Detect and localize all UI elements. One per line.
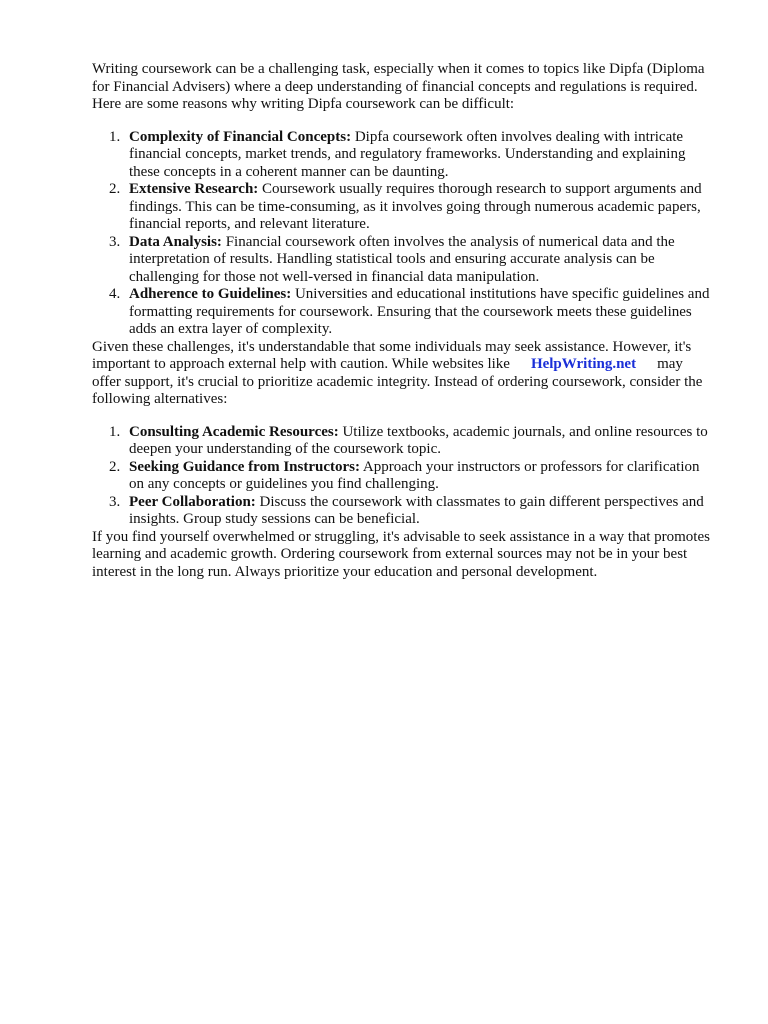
list-item <box>92 181 712 234</box>
list-number: 1. <box>109 128 121 145</box>
list-item-text: Discuss the coursework with classmates to gain different perspectives and insights. Group study sessions can be beneficial. <box>129 493 704 527</box>
list-number: 1. <box>109 423 121 440</box>
list-item-heading: Extensive Research: <box>129 181 259 197</box>
list-number: 4. <box>109 286 121 302</box>
list-item-heading: Seeking Guidance from Instructors: <box>129 458 360 475</box>
list-item-text: Coursework usually requires thorough research to support arguments and findings. This can be time-consuming, as it involves going through numerous academic papers, financial reports, and relevant literature. <box>129 181 702 232</box>
document-page <box>92 61 712 581</box>
list-item <box>92 234 712 287</box>
list-item-text: Dipfa coursework often involves dealing with intricate financial concepts, market trends, and regulatory frameworks. Understanding and explaining these concepts in a coherent manner can be daunting. <box>129 128 686 180</box>
list-number: 2. <box>109 458 121 475</box>
list-item <box>92 494 712 529</box>
intro-paragraph: Writing coursework can be a challenging task, especially when it comes to topics like Dipfa (Diploma for Financial Advisers) where a deep understanding of financial concepts and regulations is required. Here are some reasons why writing Dipfa coursework can be difficult: <box>92 61 705 112</box>
conclusion-paragraph: If you find yourself overwhelmed or struggling, it's advisable to seek assistance in a way that promotes learning and academic growth. Ordering coursework from external sources may not be in your best interest in the long run. Always prioritize your education and personal development. <box>92 528 710 580</box>
middle-text-after: may offer support, it's crucial to prioritize academic integrity. Instead of ordering coursework, consider the following alternatives: <box>92 356 703 407</box>
list-number: 3. <box>109 493 121 510</box>
reasons-list <box>92 129 712 339</box>
list-item-heading: Consulting Academic Resources: <box>129 423 339 440</box>
list-item <box>92 459 712 494</box>
list-item-text: Universities and educational institutions have specific guidelines and formatting requirements for coursework. Ensuring that the coursework meets these guidelines adds an extra layer of complexity. <box>129 286 710 337</box>
list-item-heading: Data Analysis: <box>129 233 222 250</box>
alternatives-list <box>92 424 712 529</box>
list-item <box>92 424 712 459</box>
helpwriting-link[interactable]: HelpWriting.net <box>530 356 637 372</box>
list-number: 3. <box>109 233 121 250</box>
list-item-text: Utilize textbooks, academic journals, and online resources to deepen your understanding of the coursework topic. <box>129 423 708 457</box>
list-item-heading: Peer Collaboration: <box>129 493 256 510</box>
list-item-text: Approach your instructors or professors for clarification on any concepts or guidelines you find challenging. <box>129 458 700 492</box>
list-item-text: Financial coursework often involves the analysis of numerical data and the interpretation of results. Handling statistical tools and ensuring accurate analysis can be challenging for those not well-versed in financial data manipulation. <box>129 233 675 285</box>
list-item <box>92 286 712 339</box>
middle-text-before: Given these challenges, it's understandable that some individuals may seek assistance. However, it's important to approach external help with caution. While websites like <box>92 338 692 372</box>
list-item-heading: Complexity of Financial Concepts: <box>129 128 352 145</box>
middle-paragraph <box>92 339 712 409</box>
list-item <box>92 129 712 182</box>
list-number: 2. <box>109 181 121 197</box>
list-item-heading: Adherence to Guidelines: <box>129 286 292 302</box>
